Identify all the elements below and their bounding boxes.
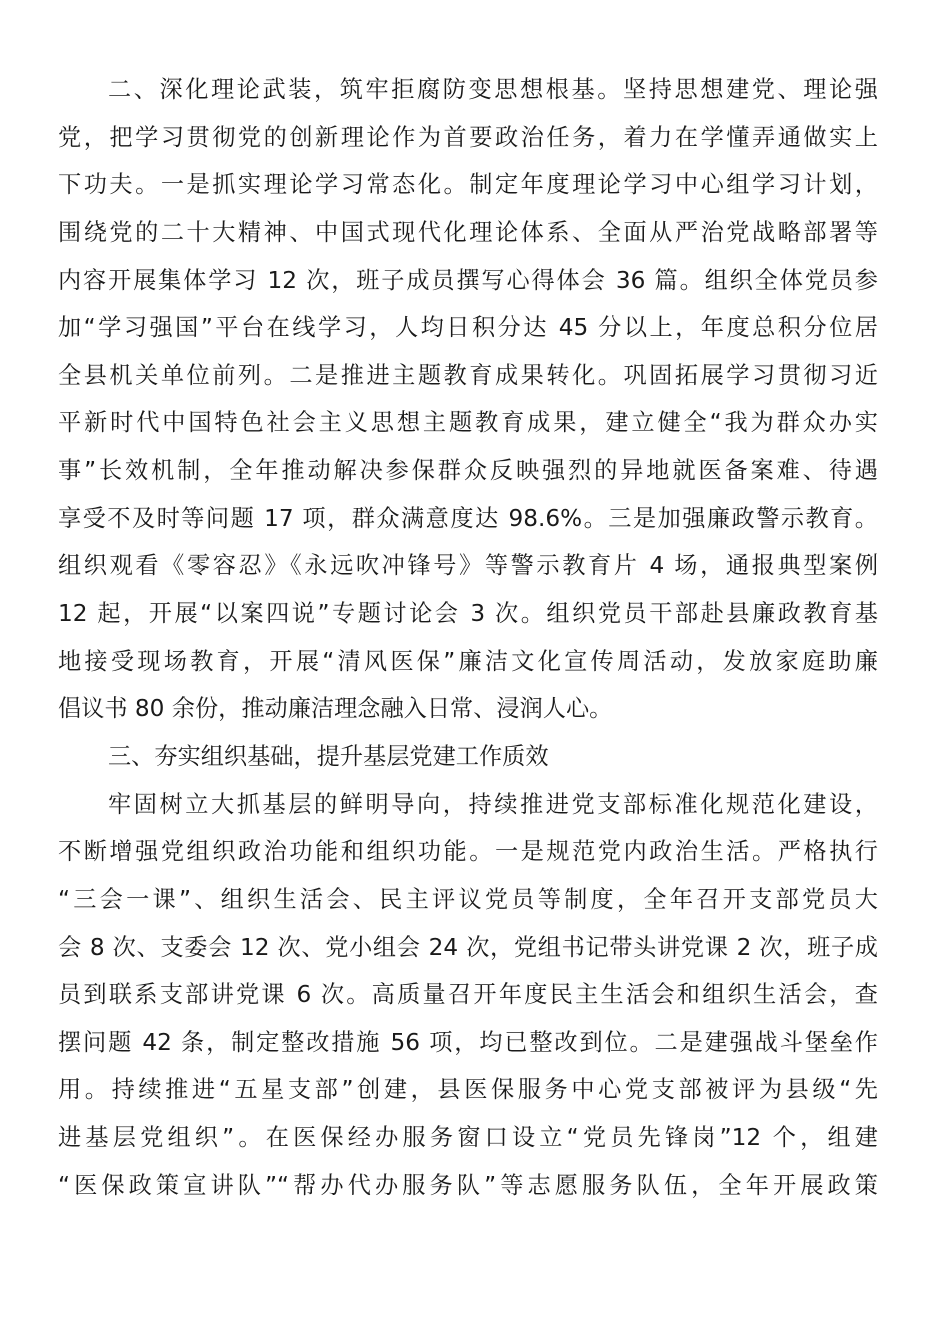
paragraph-line: 不断增强党组织政治功能和组织功能。一是规范党内政治生活。严格执行: [58, 838, 878, 866]
paragraph-line: 享受不及时等问题 17 项，群众满意度达 98.6%。三是加强廉政警示教育。: [58, 504, 878, 532]
paragraph-line: 组织观看《零容忍》《永远吹冲锋号》等警示教育片 4 场，通报典型案例: [58, 552, 878, 580]
paragraph-line: 12 起，开展“以案四说”专题讨论会 3 次。组织党员干部赴县廉政教育基: [58, 600, 878, 628]
paragraph-line: 平新时代中国特色社会主义思想主题教育成果，建立健全“我为群众办实: [58, 409, 878, 437]
paragraph-line: 全县机关单位前列。二是推进主题教育成果转化。巩固拓展学习贯彻习近: [58, 361, 878, 389]
paragraph-line: 进基层党组织”。在医保经办服务窗口设立“党员先锋岗”12 个，组建: [58, 1124, 878, 1152]
paragraph-line: 党，把学习贯彻党的创新理论作为首要政治任务，着力在学懂弄通做实上: [58, 123, 878, 151]
paragraph-line: 摆问题 42 条，制定整改措施 56 项，均已整改到位。二是建强战斗堡垒作: [58, 1028, 878, 1056]
paragraph-theory-study: [58, 66, 878, 733]
paragraph-line: 加“学习强国”平台在线学习，人均日积分达 45 分以上，年度总积分位居: [58, 314, 878, 342]
paragraph-line: “医保政策宣讲队”“帮办代办服务队”等志愿服务队伍，全年开展政策: [58, 1171, 878, 1199]
paragraph-line: “三会一课”、组织生活会、民主评议党员等制度，全年召开支部党员大: [58, 885, 878, 913]
paragraph-line: 内容开展集体学习 12 次，班子成员撰写心得体会 36 篇。组织全体党员参: [58, 266, 878, 294]
paragraph-line: 牢固树立大抓基层的鲜明导向，持续推进党支部标准化规范化建设，: [108, 790, 878, 818]
paragraph-line: 会 8 次、支委会 12 次、党小组会 24 次，党组书记带头讲党课 2 次，班子成: [58, 933, 878, 961]
paragraph-line: 下功夫。一是抓实理论学习常态化。制定年度理论学习中心组学习计划，: [58, 171, 878, 199]
paragraph-line: 用。持续推进“五星支部”创建，县医保服务中心党支部被评为县级“先: [58, 1076, 878, 1104]
paragraph-line: 员到联系支部讲党课 6 次。高质量召开年度民主生活会和组织生活会，查: [58, 981, 878, 1009]
section-heading-text: 三、夯实组织基础，提升基层党建工作质效: [108, 742, 549, 770]
document-page: [58, 66, 878, 1209]
paragraph-line: 事”长效机制，全年推动解决参保群众反映强烈的异地就医备案难、待遇: [58, 457, 878, 485]
paragraph-line: 二、深化理论武装，筑牢拒腐防变思想根基。坚持思想建党、理论强: [108, 76, 878, 103]
paragraph-line: 地接受现场教育，开展“清风医保”廉洁文化宣传周活动，发放家庭助廉: [58, 647, 878, 675]
paragraph-line: 围绕党的二十大精神、中国式现代化理论体系、全面从严治党战略部署等: [58, 218, 878, 246]
paragraph-organization: [58, 781, 878, 1210]
paragraph-line: 倡议书 80 余份，推动廉洁理念融入日常、浸润人心。: [58, 695, 613, 723]
section-heading: [58, 733, 878, 781]
